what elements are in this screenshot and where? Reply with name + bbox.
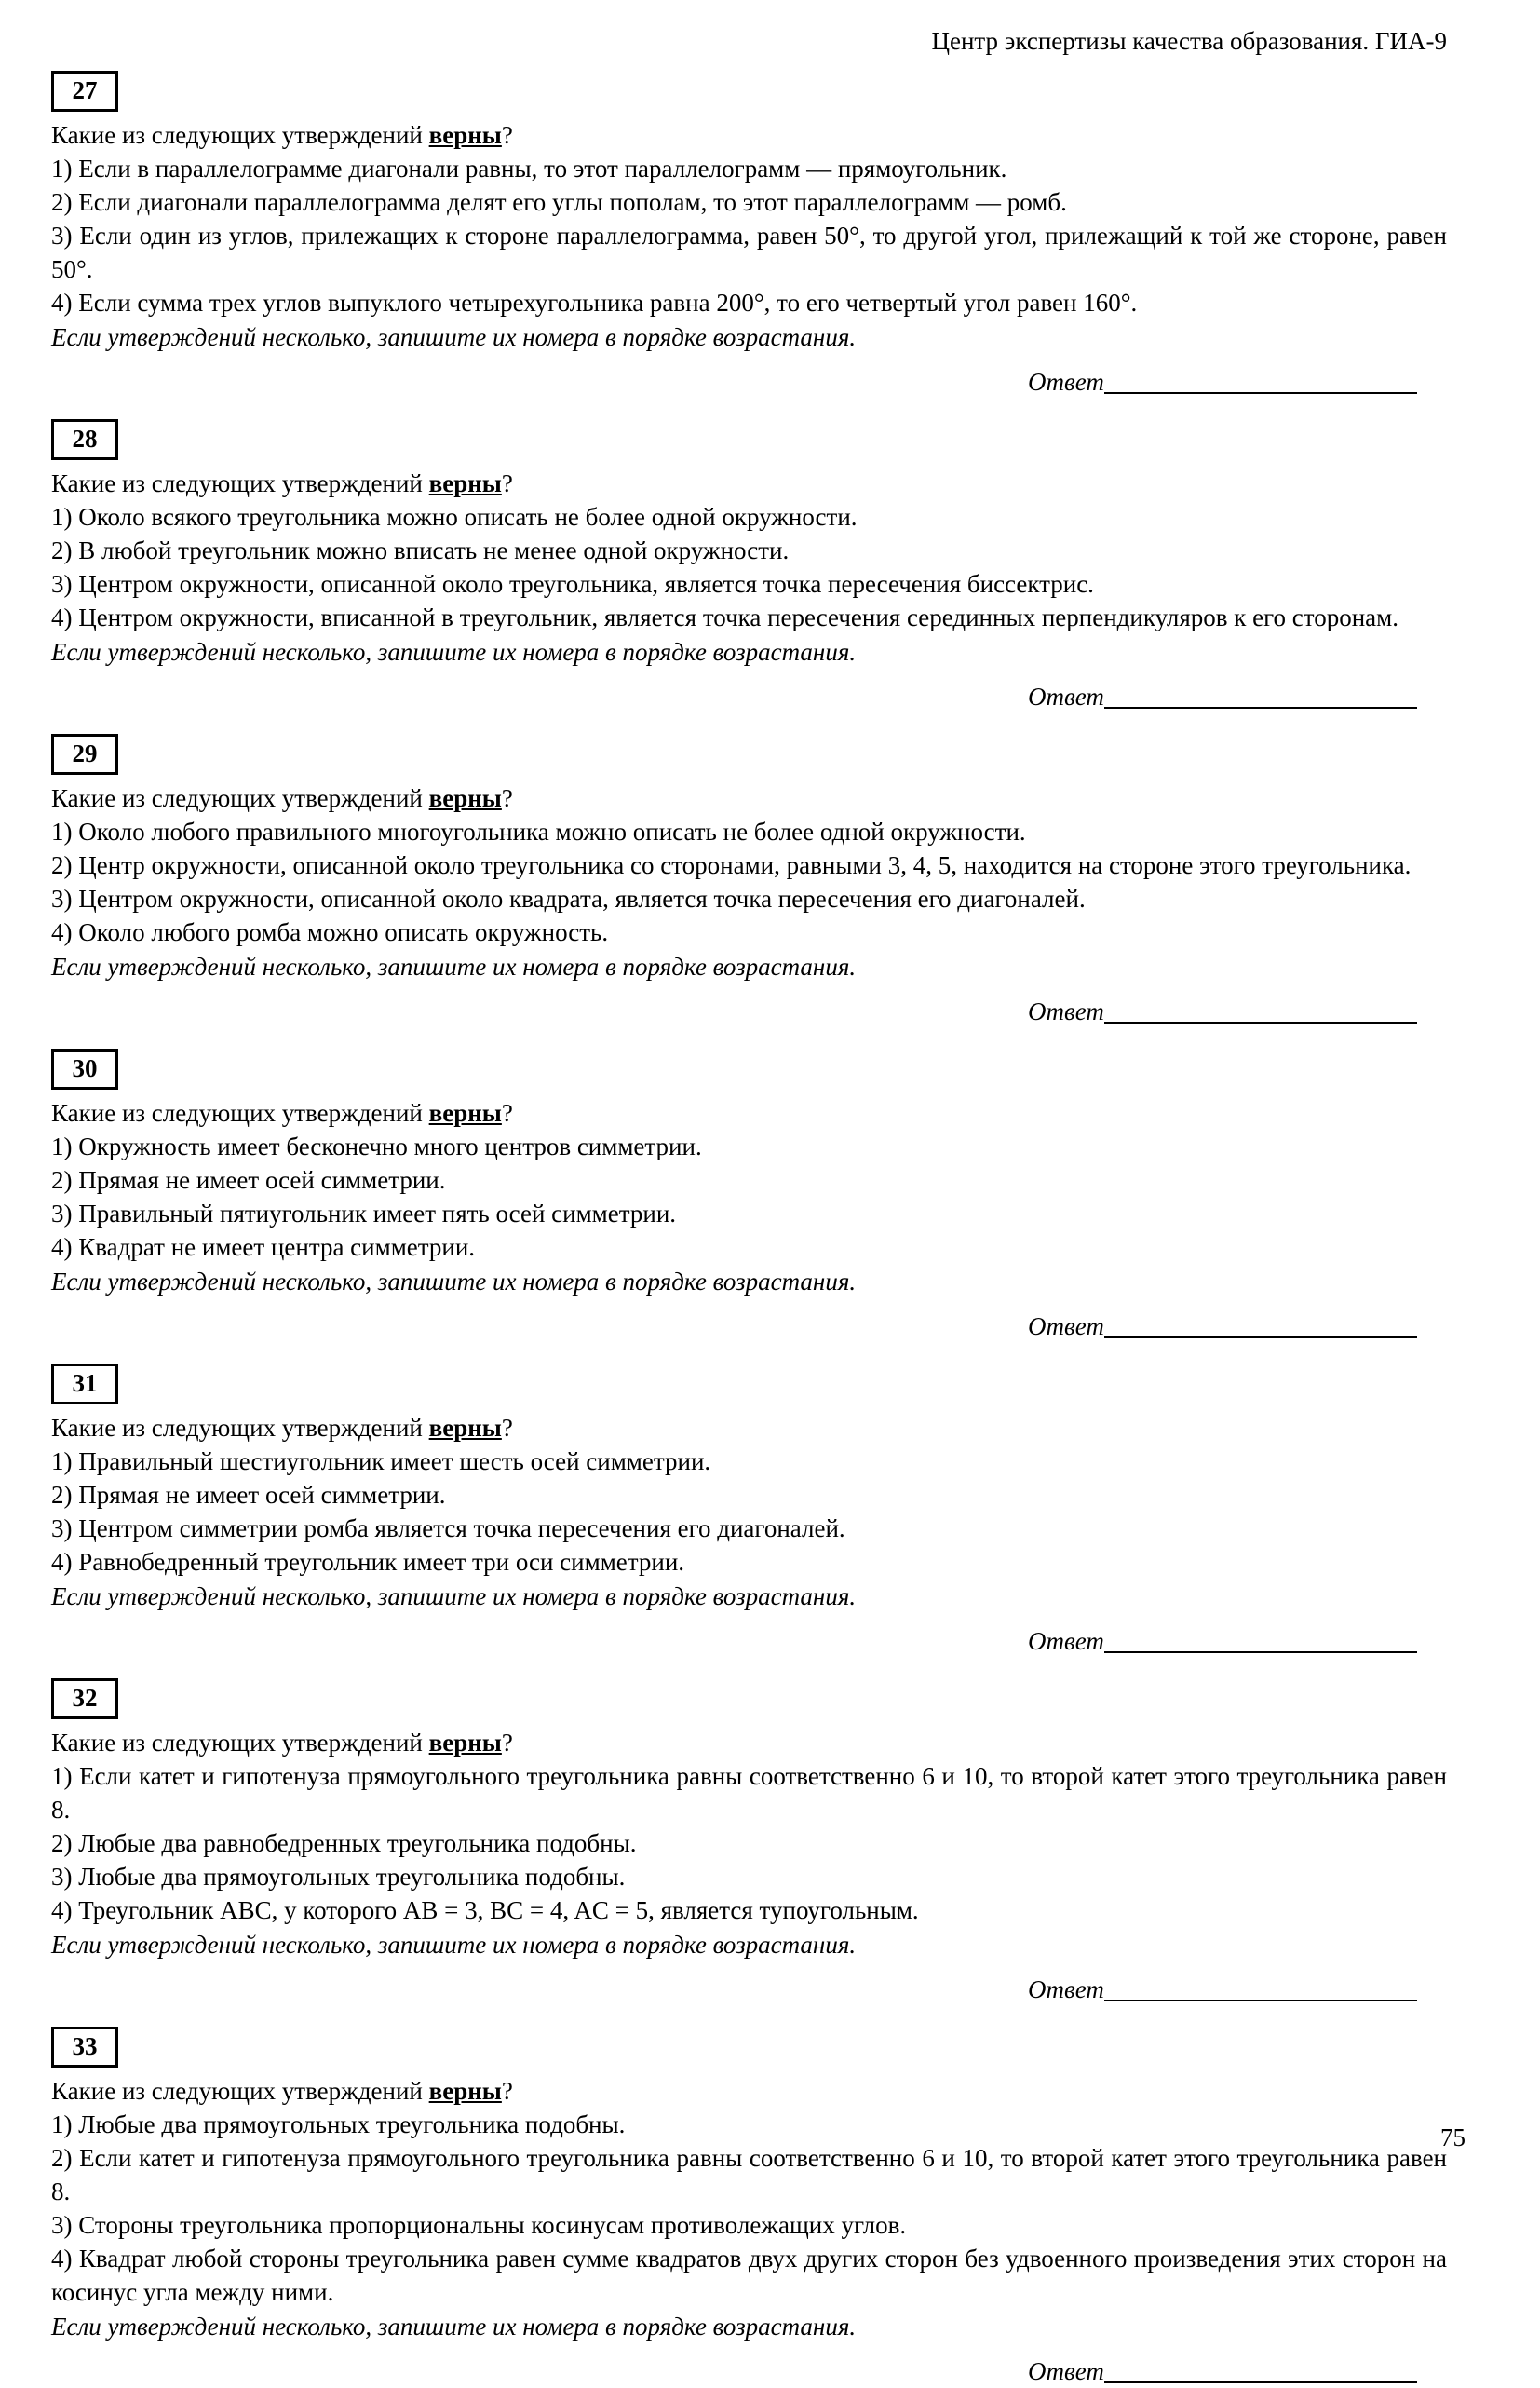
instruction-note: Если утверждений несколько, запишите их номера в порядке возрастания. — [51, 638, 857, 666]
question-title-prefix: Какие из следующих утверждений — [51, 784, 429, 812]
statement: 4) Центром окружности, вписанной в треугольник, является точка пересечения серединных перпендикуляров к его сторонам. — [51, 604, 1398, 631]
question-title — [51, 1096, 1447, 1130]
answer-row — [1028, 1971, 1417, 2006]
question-block-33 — [51, 2027, 1447, 2388]
statement: 1) Около любого правильного многоугольника можно описать не более одной окружности. — [51, 818, 1026, 846]
page-number: 75 — [1440, 2123, 1466, 2151]
question-number: 27 — [72, 76, 98, 104]
statement: 4) Если сумма трех углов выпуклого четырехугольника равна 200°, то его четвертый угол равен 160°. — [51, 289, 1138, 317]
question-number: 30 — [72, 1054, 98, 1082]
question-block-29 — [51, 734, 1447, 1028]
question-title — [51, 1411, 1447, 1445]
question-title-suffix: ? — [501, 2077, 513, 2105]
question-number-box — [51, 734, 118, 775]
answer-label: Ответ — [1028, 368, 1104, 396]
answer-label: Ответ — [1028, 1975, 1104, 2003]
instruction-note: Если утверждений несколько, запишите их номера в порядке возрастания. — [51, 1582, 857, 1610]
question-block-31 — [51, 1364, 1447, 1658]
statement: 3) Правильный пятиугольник имеет пять осей симметрии. — [51, 1200, 677, 1228]
instruction-note: Если утверждений несколько, запишите их номера в порядке возрастания. — [51, 1268, 857, 1296]
statement: 4) Квадрат не имеет центра симметрии. — [51, 1233, 476, 1261]
question-title-suffix: ? — [501, 1414, 513, 1442]
question-title-prefix: Какие из следующих утверждений — [51, 1729, 429, 1757]
question-title — [51, 2074, 1447, 2108]
question-title-keyword: верны — [428, 469, 502, 497]
question-number-box — [51, 1049, 118, 1090]
statement: 1) Любые два прямоугольных треугольника подобны. — [51, 2110, 626, 2138]
statement: 3) Центром окружности, описанной около треугольника, является точка пересечения биссектрис. — [51, 570, 1094, 598]
question-title-keyword: верны — [428, 784, 502, 812]
question-title-keyword: верны — [428, 1099, 502, 1127]
statement: 2) Центр окружности, описанной около треугольника со сторонами, равными 3, 4, 5, находится на стороне этого треугольника. — [51, 851, 1412, 879]
question-number-box — [51, 1364, 118, 1404]
statement: 1) Около всякого треугольника можно описать не более одной окружности. — [51, 503, 858, 531]
question-title-suffix: ? — [501, 784, 513, 812]
answer-blank-line — [1104, 1336, 1417, 1338]
question-number: 33 — [72, 2032, 98, 2060]
instruction-note: Если утверждений несколько, запишите их номера в порядке возрастания. — [51, 2313, 857, 2341]
answer-row — [1028, 678, 1417, 713]
statement: 4) Треугольник ABC, у которого AB = 3, BC = 4, AC = 5, является тупоугольным. — [51, 1896, 919, 1924]
question-title — [51, 118, 1447, 152]
statement: 3) Центром симметрии ромба является точка пересечения его диагоналей. — [51, 1514, 845, 1542]
question-title-prefix: Какие из следующих утверждений — [51, 469, 429, 497]
answer-row — [1028, 2353, 1417, 2388]
answer-blank-line — [1104, 1999, 1417, 2001]
question-block-32 — [51, 1678, 1447, 2006]
answer-blank-line — [1104, 1021, 1417, 1024]
answer-blank-line — [1104, 2381, 1417, 2383]
question-title-suffix: ? — [501, 121, 513, 149]
statement: 2) Прямая не имеет осей симметрии. — [51, 1166, 446, 1194]
answer-row — [1028, 993, 1417, 1028]
statement: 2) Прямая не имеет осей симметрии. — [51, 1481, 446, 1509]
answer-blank-line — [1104, 1650, 1417, 1653]
question-title-keyword: верны — [428, 2077, 502, 2105]
statement: 2) В любой треугольник можно вписать не менее одной окружности. — [51, 536, 790, 564]
question-number-box — [51, 1678, 118, 1719]
statement: 4) Около любого ромба можно описать окружность. — [51, 918, 609, 946]
question-block-30 — [51, 1049, 1447, 1343]
answer-row — [1028, 363, 1417, 399]
question-title-suffix: ? — [501, 1099, 513, 1127]
statement: 3) Если один из углов, прилежащих к стороне параллелограмма, равен 50°, то другой угол, прилежащий к той же стороне, равен 50°. — [51, 222, 1447, 283]
statement: 1) Если в параллелограмме диагонали равны, то этот параллелограмм — прямоугольник. — [51, 155, 1007, 183]
question-number-box — [51, 71, 118, 112]
question-title-suffix: ? — [501, 469, 513, 497]
question-title — [51, 1726, 1447, 1759]
question-title-keyword: верны — [428, 1414, 502, 1442]
statement: 1) Окружность имеет бесконечно много центров симметрии. — [51, 1133, 702, 1160]
question-number: 32 — [72, 1684, 98, 1712]
instruction-note: Если утверждений несколько, запишите их номера в порядке возрастания. — [51, 1931, 857, 1959]
answer-blank-line — [1104, 391, 1417, 394]
question-title-keyword: верны — [428, 121, 502, 149]
question-title-suffix: ? — [501, 1729, 513, 1757]
question-block-27 — [51, 71, 1447, 399]
statement: 2) Если диагонали параллелограмма делят его углы пополам, то этот параллелограмм — ромб. — [51, 188, 1067, 216]
question-title-prefix: Какие из следующих утверждений — [51, 1099, 429, 1127]
statement: 4) Равнобедренный треугольник имеет три оси симметрии. — [51, 1548, 685, 1576]
question-number-box — [51, 419, 118, 460]
statement: 3) Центром окружности, описанной около квадрата, является точка пересечения его диагоналей. — [51, 885, 1086, 913]
instruction-note: Если утверждений несколько, запишите их номера в порядке возрастания. — [51, 953, 857, 981]
question-number: 28 — [72, 425, 98, 453]
answer-blank-line — [1104, 706, 1417, 709]
answer-label: Ответ — [1028, 997, 1104, 1025]
answer-label: Ответ — [1028, 1627, 1104, 1655]
answer-label: Ответ — [1028, 1312, 1104, 1340]
question-title-prefix: Какие из следующих утверждений — [51, 121, 429, 149]
question-number-box — [51, 2027, 118, 2068]
statement: 4) Квадрат любой стороны треугольника равен сумме квадратов двух других сторон без удвоенного произведения этих сторон на косинус угла между ними. — [51, 2245, 1447, 2306]
question-number: 31 — [72, 1369, 98, 1397]
question-block-28 — [51, 419, 1447, 713]
statement: 1) Если катет и гипотенуза прямоугольного треугольника равны соответственно 6 и 10, то второй катет этого треугольника равен 8. — [51, 1762, 1447, 1824]
statement: 1) Правильный шестиугольник имеет шесть осей симметрии. — [51, 1447, 711, 1475]
statement: 3) Стороны треугольника пропорциональны косинусам противолежащих углов. — [51, 2211, 907, 2239]
statement: 2) Если катет и гипотенуза прямоугольного треугольника равны соответственно 6 и 10, то второй катет этого треугольника равен 8. — [51, 2144, 1447, 2205]
answer-row — [1028, 1308, 1417, 1343]
question-title — [51, 467, 1447, 500]
question-title-prefix: Какие из следующих утверждений — [51, 2077, 429, 2105]
answer-label: Ответ — [1028, 683, 1104, 711]
answer-label: Ответ — [1028, 2357, 1104, 2385]
instruction-note: Если утверждений несколько, запишите их номера в порядке возрастания. — [51, 323, 857, 351]
answer-row — [1028, 1622, 1417, 1658]
question-title-keyword: верны — [428, 1729, 502, 1757]
statement: 3) Любые два прямоугольных треугольника подобны. — [51, 1863, 626, 1891]
question-title — [51, 781, 1447, 815]
statement: 2) Любые два равнобедренных треугольника подобны. — [51, 1829, 637, 1857]
document-header: Центр экспертизы качества образования. ГИА-9 — [931, 27, 1447, 55]
question-title-prefix: Какие из следующих утверждений — [51, 1414, 429, 1442]
question-number: 29 — [72, 739, 98, 767]
